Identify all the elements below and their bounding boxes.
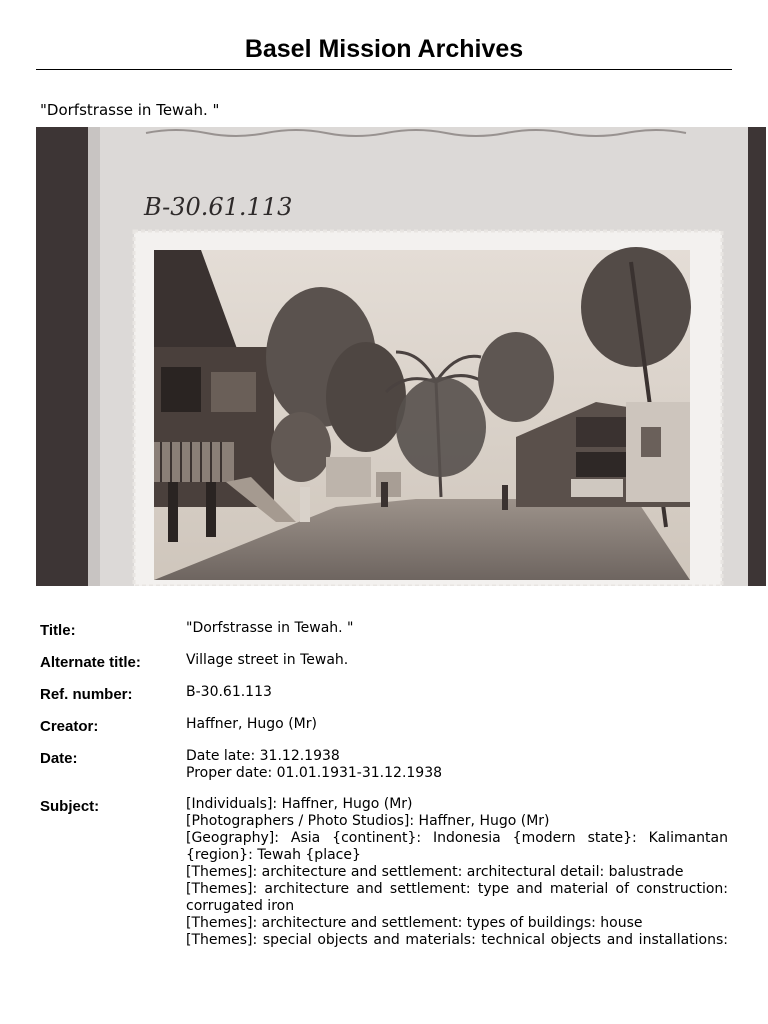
title-value: "Dorfstrasse in Tewah. ": [186, 620, 354, 636]
date-row: [40, 748, 728, 782]
creator-row: [40, 716, 728, 735]
ref-number-label: Ref. number:: [40, 686, 133, 703]
page-header: [36, 34, 732, 70]
date-proper: Proper date: 01.01.1931-31.12.1938: [186, 765, 443, 781]
subject-line: corrugated iron: [186, 898, 295, 914]
subject-line: {region}: Tewah {place}: [186, 847, 361, 863]
creator-value: Haffner, Hugo (Mr): [186, 716, 317, 732]
ref-number-row: [40, 684, 728, 703]
subject-line: [Themes]: architecture and settlement: types of buildings: house: [186, 915, 643, 931]
alternate-title-label: Alternate title:: [40, 654, 141, 671]
date-value: [186, 748, 728, 782]
subject-line: [Individuals]: Haffner, Hugo (Mr): [186, 796, 413, 812]
title-label: Title:: [40, 622, 76, 639]
subject-line: [Themes]: architecture and settlement: type and material of construction:: [186, 881, 728, 897]
subject-value: [186, 796, 728, 949]
archive-title: Basel Mission Archives: [244, 35, 524, 63]
handwritten-ref: B-30.61.113: [144, 193, 293, 221]
metadata-table: [40, 620, 728, 962]
ref-number-value: B-30.61.113: [186, 684, 272, 700]
date-label: Date:: [40, 750, 78, 767]
subject-label: Subject:: [40, 798, 100, 815]
date-late: Date late: 31.12.1938: [186, 748, 340, 764]
subject-line: [Themes]: special objects and materials: technical objects and installations:: [186, 932, 728, 948]
subject-line: [Themes]: architecture and settlement: architectural detail: balustrade: [186, 864, 684, 880]
creator-label: Creator:: [40, 718, 99, 735]
subject-row: [40, 796, 728, 949]
alternate-title-value: Village street in Tewah.: [186, 652, 349, 668]
subject-line: [Photographers / Photo Studios]: Haffner, Hugo (Mr): [186, 813, 550, 829]
photo-caption: "Dorfstrasse in Tewah. ": [40, 101, 220, 119]
title-row: [40, 620, 728, 639]
alternate-title-row: [40, 652, 728, 671]
subject-line: [Geography]: Asia {continent}: Indonesia {modern state}: Kalimantan: [186, 830, 728, 846]
archive-photograph: [36, 127, 766, 586]
